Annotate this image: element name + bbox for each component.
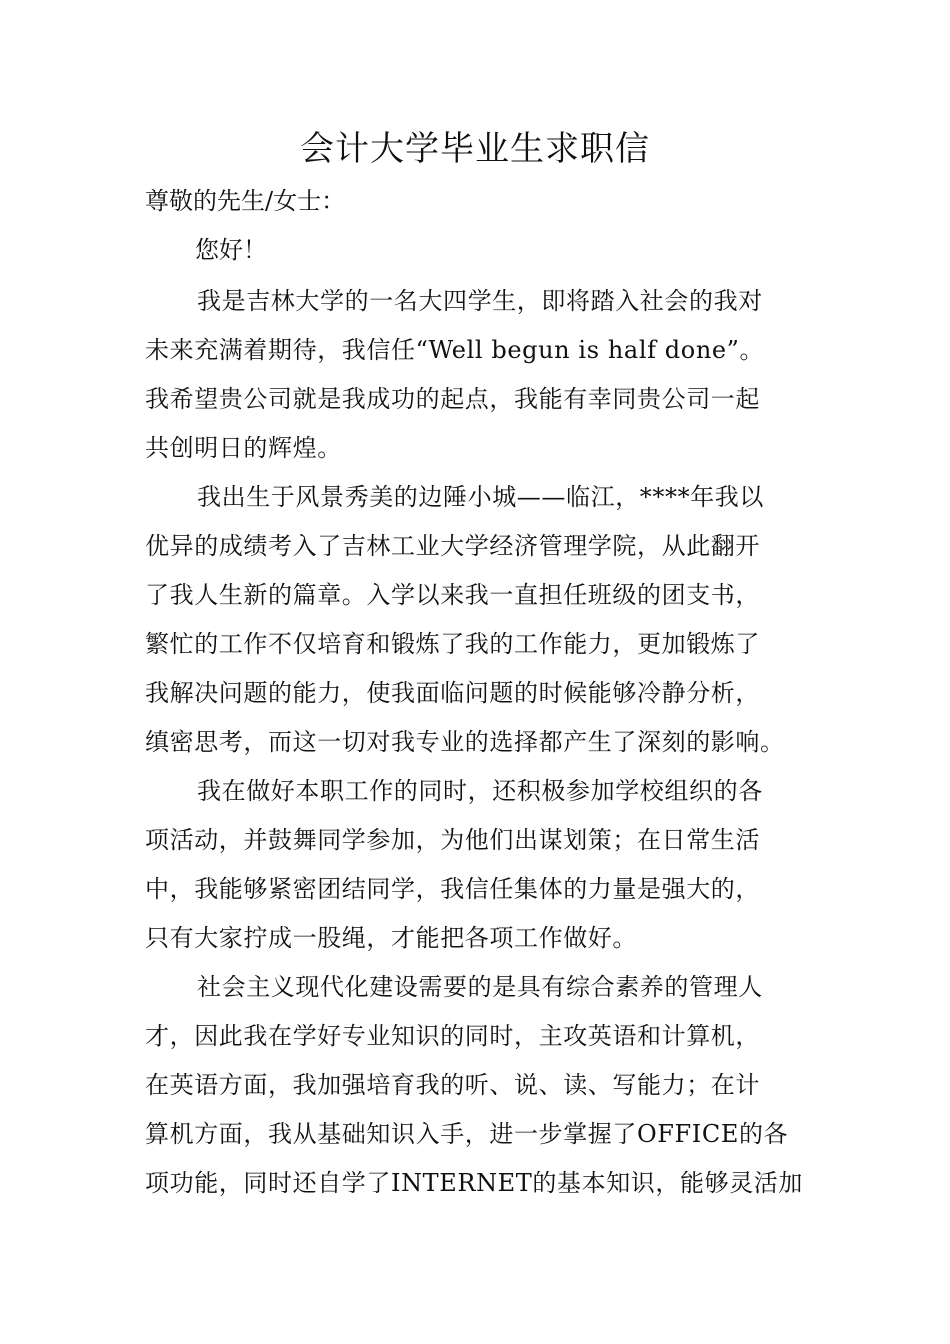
text-line: 我出生于风景秀美的边陲小城——临江，****年我以 xyxy=(197,483,764,511)
greeting: 您好！ xyxy=(195,236,267,264)
text-line: 我解决问题的能力，使我面临问题的时候能够冷静分析， xyxy=(145,679,760,707)
text-line: 中，我能够紧密团结同学，我信任集体的力量是强大的， xyxy=(145,875,760,903)
text-line: 才，因此我在学好专业知识的同时，主攻英语和计算机， xyxy=(145,1022,760,1050)
text-line: 算机方面，我从基础知识入手，进一步掌握了OFFICE的各 xyxy=(145,1120,789,1148)
text-line: 社会主义现代化建设需要的是具有综合素养的管理人 xyxy=(197,973,763,1001)
text-line: 缜密思考，而这一切对我专业的选择都产生了深刻的影响。 xyxy=(145,728,785,756)
text-line: 了我人生新的篇章。入学以来我一直担任班级的团支书， xyxy=(145,581,760,609)
text-line: 繁忙的工作不仅培育和锻炼了我的工作能力，更加锻炼了 xyxy=(145,630,760,658)
text-line: 在英语方面，我加强培育我的听、说、读、写能力；在计 xyxy=(145,1071,760,1099)
text-line: 只有大家拧成一股绳，才能把各项工作做好。 xyxy=(145,924,637,952)
text-line: 项活动，并鼓舞同学参加，为他们出谋划策；在日常生活 xyxy=(145,826,760,854)
document-title: 会计大学毕业生求职信 xyxy=(300,129,650,169)
text-line: 我是吉林大学的一名大四学生，即将踏入社会的我对 xyxy=(197,287,763,315)
text-line: 未来充满着期待，我信任“Well begun is half done”。 xyxy=(145,336,765,364)
text-line: 共创明日的辉煌。 xyxy=(145,434,342,462)
letter-body xyxy=(145,277,810,1208)
text-line: 优异的成绩考入了吉林工业大学经济管理学院，从此翻开 xyxy=(145,532,760,560)
text-line: 我在做好本职工作的同时，还积极参加学校组织的各 xyxy=(197,777,763,805)
salutation: 尊敬的先生/女士： xyxy=(145,187,346,215)
text-line: 我希望贵公司就是我成功的起点，我能有幸同贵公司一起 xyxy=(145,385,760,413)
text-line: 项功能，同时还自学了INTERNET的基本知识，能够灵活加 xyxy=(145,1169,804,1197)
